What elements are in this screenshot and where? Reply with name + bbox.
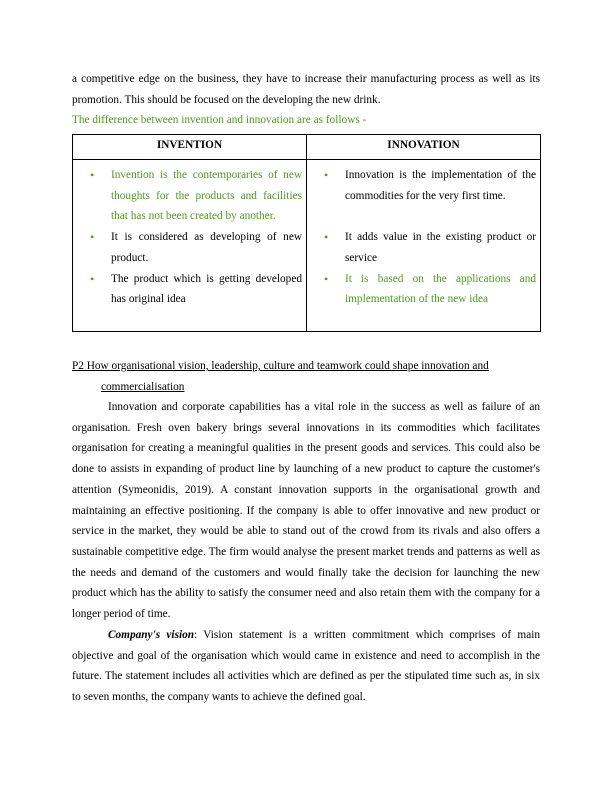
invention-list: [73, 165, 302, 310]
innovation-header: INNOVATION: [307, 135, 541, 160]
innovation-item: • It is based on the applications and implementation of the new idea: [307, 269, 536, 310]
section-heading: [72, 356, 540, 397]
invention-item: • Invention is the contemporaries of new thoughts for the products and facilities that has not been created by another.: [73, 165, 302, 227]
invention-item: • It is considered as developing of new product.: [73, 227, 302, 268]
invention-header: INVENTION: [73, 135, 307, 160]
vision-label: Company's vision: [108, 629, 195, 641]
vision-paragraph: [72, 625, 540, 708]
invention-item: • The product which is getting developed has original idea: [73, 269, 302, 310]
innovation-paragraph: Innovation and corporate capabilities has a vital role in the success as well as failure of an organisation. Fresh oven bakery brings several innovations in its commodities which facilitates organisation for creating a meaningful qualities in the present goods and services. This could also be done to assists in expanding of product line by launching of a new product to capture the customer's attention (Symeonidis, 2019). A constant innovation supports in the organisational growth and maintaining an effective positioning. If the company is able to offer innovative and new product or service in the market, they would be able to stand out of the crowd from its rivals and also offers a sustainable competitive edge. The firm would analyse the present market trends and patterns as well as the needs and demand of the customers and would finally take the decision for launching the new product which has the ability to satisfy the consumer need and also retain them with the company for a longer period of time.: [72, 401, 540, 621]
difference-caption: The difference between invention and innovation are as follows -: [72, 114, 367, 126]
invention-cell: [73, 160, 307, 332]
intro-paragraph: a competitive edge on the business, they have to increase their manufacturing process as well as its promotion. This should be focused on the developing the new drink.: [72, 73, 540, 106]
vision-text: : Vision statement is a written commitment which comprises of main objective and goal of the organisation which would came in existence and need to accomplish in the future. The statement includes all activities which are defined as per the stipulated time such as, in six to seven months, the company wants to achieve the defined goal.: [72, 629, 540, 704]
comparison-table: [72, 134, 541, 332]
section-heading-line2: commercialisation: [101, 380, 185, 393]
section-heading-line1: P2 How organisational vision, leadership, culture and teamwork could shape innovation and: [72, 360, 489, 372]
innovation-item: • Innovation is the implementation of the commodities for the very first time.: [307, 165, 536, 206]
innovation-list: [307, 165, 536, 310]
innovation-cell: [307, 160, 541, 332]
innovation-item: • It adds value in the existing product or service: [307, 227, 536, 268]
